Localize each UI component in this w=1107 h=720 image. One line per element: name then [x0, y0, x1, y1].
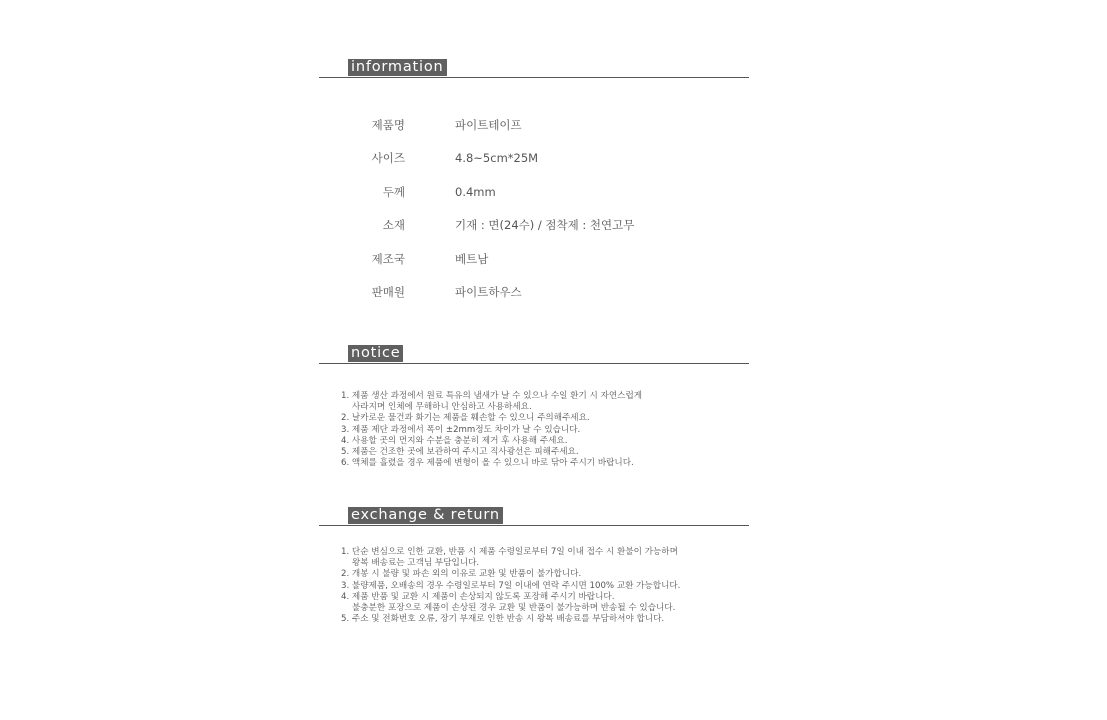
info-value: 4.8~5cm*25M: [455, 151, 539, 166]
info-value: 베트남: [455, 251, 489, 266]
info-value: 0.4mm: [455, 184, 496, 199]
list-item: 2. 개봉 시 불량 및 파손 외의 이유로 교환 및 반품이 불가합니다.: [341, 569, 582, 580]
information-title: information: [348, 59, 447, 76]
list-item: 1. 제품 생산 과정에서 원료 특유의 냄새가 날 수 있으나 수일 환기 시 자연스럽게: [341, 391, 643, 401]
list-item: 사라지며 인체에 무해하니 안심하고 사용하세요.: [352, 402, 532, 413]
notice-header: [319, 345, 749, 364]
list-item: 3. 제품 제단 과정에서 폭이 ±2mm정도 차이가 날 수 있습니다.: [341, 424, 581, 435]
exchange-list: [341, 547, 761, 625]
list-item: 6. 액체를 흘렸을 경우 제품에 변형이 올 수 있으니 바로 닦아 주시기 바랍니다.: [341, 458, 634, 469]
info-row-origin: [340, 248, 760, 281]
notice-title: notice: [348, 345, 403, 362]
information-header: [319, 59, 749, 78]
info-value: 기재 : 면(24수) / 점착제 : 천연고무: [455, 218, 635, 233]
list-item: 4. 제품 반품 및 교환 시 제품이 손상되지 않도록 포장해 주시기 바랍니다.: [341, 591, 615, 602]
notice-list: [341, 391, 761, 469]
info-label: 제품명: [371, 118, 405, 132]
exchange-header: [319, 507, 749, 526]
info-label: 사이즈: [371, 151, 405, 166]
info-row-seller: [340, 281, 760, 314]
information-table: [340, 114, 760, 314]
list-item: 2. 날카로운 물건과 화기는 제품을 훼손할 수 있으니 주의해주세요.: [341, 413, 590, 424]
list-item: 왕복 배송료는 고객님 부담입니다.: [352, 558, 480, 569]
info-row-product-name: [340, 114, 760, 147]
info-row-material: [340, 214, 760, 247]
info-value: 파이트하우스: [455, 284, 522, 299]
info-row-size: [340, 147, 760, 180]
info-label: 제조국: [371, 251, 405, 266]
info-row-thickness: [340, 181, 760, 214]
list-item: 5. 주소 및 전화번호 오류, 장기 부재로 인한 반송 시 왕복 배송료를 부담하셔야 합니다.: [341, 614, 665, 625]
list-item: 1. 단순 변심으로 인한 교환, 반품 시 제품 수령일로부터 7일 이내 접수 시 환불이 가능하며: [341, 547, 678, 557]
list-item: 불충분한 포장으로 제품이 손상된 경우 교환 및 반품이 불가능하며 반송될 수 있습니다.: [352, 603, 676, 614]
list-item: 5. 제품은 건조한 곳에 보관하여 주시고 직사광선은 피해주세요.: [341, 447, 579, 458]
info-value: 파이트테이프: [455, 118, 522, 132]
info-label: 소재: [382, 218, 405, 233]
info-label: 판매원: [371, 284, 405, 299]
list-item: 3. 불량제품, 오배송의 경우 수령일로부터 7일 이내에 연락 주시면 100% 교환 가능합니다.: [341, 580, 681, 591]
list-item: 4. 사용할 곳의 먼지와 수분을 충분히 제거 후 사용해 주세요.: [341, 435, 568, 446]
exchange-title: exchange & return: [348, 507, 503, 524]
info-label: 두께: [382, 184, 405, 199]
